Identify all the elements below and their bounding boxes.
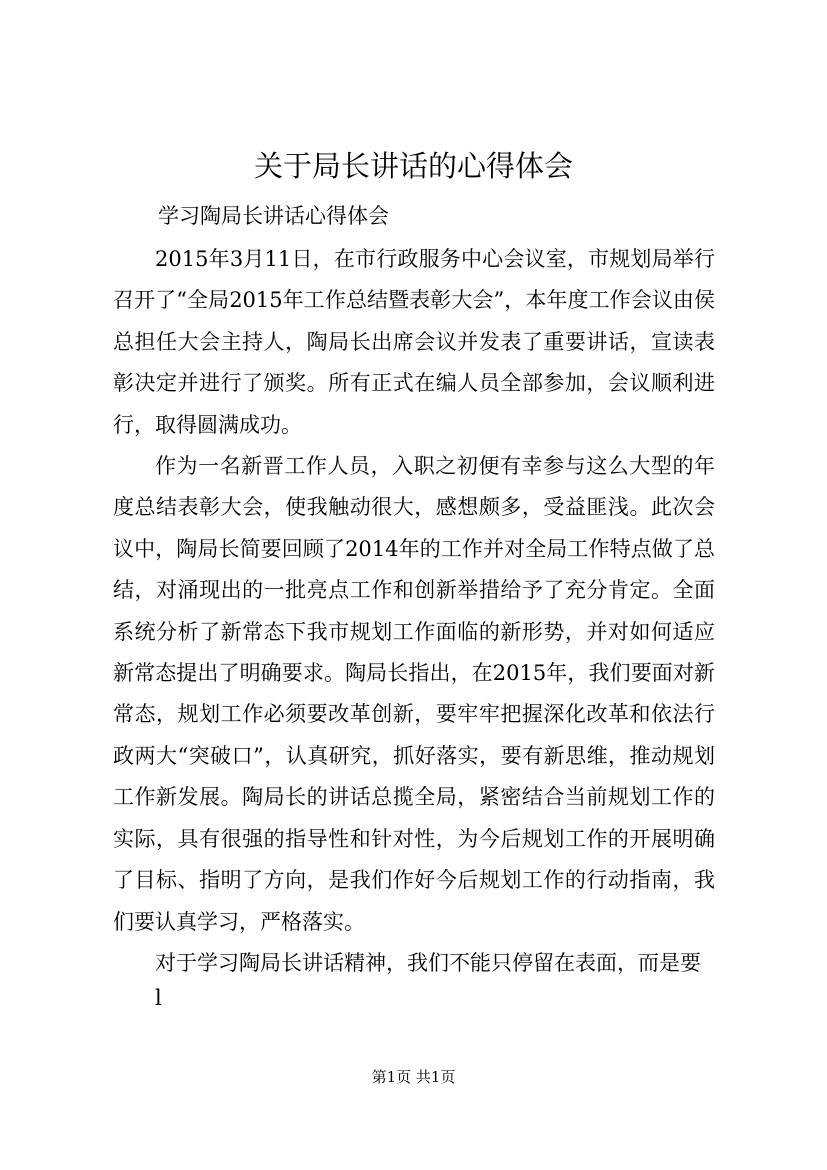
page-footer: 第1页 共1页: [371, 1068, 456, 1086]
paragraph-3: 对于学习陶局长讲话精神，我们不能只停留在表面，而是要: [155, 950, 701, 975]
document-subtitle: 学习陶局长讲话心得体会: [158, 204, 389, 228]
trailing-text: l: [155, 986, 162, 1010]
paragraph-1: 2015年3月11日，在市行政服务中心会议室，市规划局举行召开了“全局2015年工作总结暨表彰大会”，本年度工作会议由侯总担任大会主持人，陶局长出席会议并发表了重要讲话，宣读表彰决定并进行了颁奖。所有正式在编人员全部参加，会议顺利进行，取得圆满成功。: [113, 247, 715, 437]
document-title: 关于局长讲话的心得体会: [253, 149, 573, 183]
document-body: [113, 239, 715, 984]
paragraph-2: 作为一名新晋工作人员，入职之初便有幸参与这么大型的年度总结表彰大会，使我触动很大，感想颇多，受益匪浅。此次会议中，陶局长简要回顾了2014年的工作并对全局工作特点做了总结，对涌现出的一批亮点工作和创新举措给予了充分肯定。全面系统分析了新常态下我市规划工作面临的新形势，并对如何适应新常态提出了明确要求。陶局长指出，在2015年，我们要面对新常态，规划工作必须要改革创新，要牢牢把握深化改革和依法行政两大“突破口”，认真研究，抓好落实，要有新思维，推动规划工作新发展。陶局长的讲话总揽全局，紧密结合当前规划工作的实际，具有很强的指导性和针对性，为今后规划工作的开展明确了目标、指明了方向，是我们作好今后规划工作的行动指南，我们要认真学习，严格落实。: [113, 454, 715, 934]
